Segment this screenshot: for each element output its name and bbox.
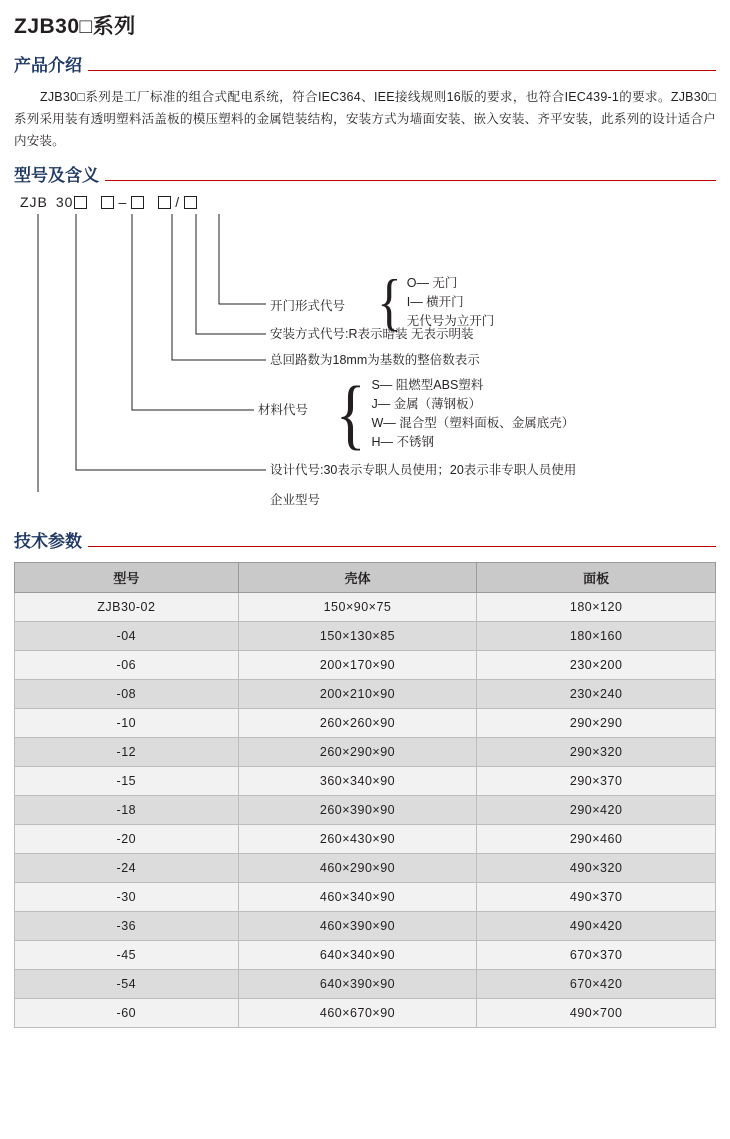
column-header-enclosure: 壳体 bbox=[238, 563, 477, 593]
cell-model: -60 bbox=[15, 999, 239, 1028]
label-material-code: 材料代号 bbox=[258, 403, 309, 417]
code-box-material bbox=[74, 196, 87, 209]
cell-model: -20 bbox=[15, 825, 239, 854]
cell-enclosure: 460×390×90 bbox=[238, 912, 477, 941]
table-row bbox=[15, 970, 716, 999]
code-slash: / bbox=[175, 194, 181, 210]
table-row bbox=[15, 680, 716, 709]
cell-enclosure: 200×210×90 bbox=[238, 680, 477, 709]
label-design-code: 设计代号:30表示专职人员使用；20表示非专职人员使用 bbox=[270, 463, 577, 477]
page-title: ZJB30□系列 bbox=[14, 15, 136, 38]
door-option: O— 无门 bbox=[406, 275, 458, 290]
cell-enclosure: 260×390×90 bbox=[238, 796, 477, 825]
cell-panel: 490×420 bbox=[477, 912, 716, 941]
cell-model: -10 bbox=[15, 709, 239, 738]
cell-enclosure: 640×340×90 bbox=[238, 941, 477, 970]
table-row bbox=[15, 854, 716, 883]
cell-model: -36 bbox=[15, 912, 239, 941]
section-header-intro bbox=[14, 56, 716, 76]
cell-panel: 290×290 bbox=[477, 709, 716, 738]
door-option: I— 横开门 bbox=[406, 294, 464, 309]
cell-panel: 230×200 bbox=[477, 651, 716, 680]
section-title-model: 型号及含义 bbox=[14, 166, 99, 185]
section-title-intro: 产品介绍 bbox=[14, 56, 82, 75]
table-row bbox=[15, 709, 716, 738]
cell-model: -08 bbox=[15, 680, 239, 709]
material-options-group bbox=[332, 370, 575, 457]
code-box-door-b bbox=[184, 196, 197, 209]
brace-icon: { bbox=[377, 266, 402, 337]
column-header-model: 型号 bbox=[15, 563, 239, 593]
material-option: J— 金属（薄钢板） bbox=[371, 397, 482, 411]
cell-enclosure: 460×340×90 bbox=[238, 883, 477, 912]
cell-panel: 670×420 bbox=[477, 970, 716, 999]
table-row bbox=[15, 883, 716, 912]
table-row bbox=[15, 622, 716, 651]
material-option: W— 混合型（塑料面板、金属底壳） bbox=[371, 416, 575, 430]
table-row bbox=[15, 593, 716, 622]
brace-icon: { bbox=[335, 370, 366, 457]
model-code-diagram bbox=[14, 194, 716, 507]
cell-enclosure: 260×430×90 bbox=[238, 825, 477, 854]
material-option: S— 阻燃型ABS塑料 bbox=[371, 378, 484, 392]
cell-panel: 230×240 bbox=[477, 680, 716, 709]
label-enterprise-code: 企业型号 bbox=[270, 493, 321, 507]
cell-panel: 490×320 bbox=[477, 854, 716, 883]
cell-panel: 290×320 bbox=[477, 738, 716, 767]
table-header-row bbox=[15, 563, 716, 593]
cell-model: -45 bbox=[15, 941, 239, 970]
cell-enclosure: 640×390×90 bbox=[238, 970, 477, 999]
table-row bbox=[15, 912, 716, 941]
column-header-panel: 面板 bbox=[477, 563, 716, 593]
cell-panel: 180×160 bbox=[477, 622, 716, 651]
cell-model: -30 bbox=[15, 883, 239, 912]
cell-panel: 290×460 bbox=[477, 825, 716, 854]
label-circuit-count: 总回路数为18mm为基数的整倍数表示 bbox=[270, 353, 480, 367]
section-title-spec: 技术参数 bbox=[14, 532, 82, 551]
code-box-door-a bbox=[158, 196, 171, 209]
label-install-type: 安装方式代号:R表示暗装 无表示明装 bbox=[270, 327, 474, 341]
intro-paragraph bbox=[14, 86, 716, 152]
section-header-spec bbox=[14, 532, 716, 552]
table-row bbox=[15, 796, 716, 825]
cell-model: -24 bbox=[15, 854, 239, 883]
cell-enclosure: 360×340×90 bbox=[238, 767, 477, 796]
table-row bbox=[15, 999, 716, 1028]
cell-model: -06 bbox=[15, 651, 239, 680]
cell-enclosure: 150×90×75 bbox=[238, 593, 477, 622]
door-option: 无代号为立开门 bbox=[406, 313, 495, 328]
cell-enclosure: 460×670×90 bbox=[238, 999, 477, 1028]
cell-model: -12 bbox=[15, 738, 239, 767]
cell-panel: 290×420 bbox=[477, 796, 716, 825]
cell-model: -18 bbox=[15, 796, 239, 825]
spec-table-body bbox=[15, 593, 716, 1028]
code-part-30: 30 bbox=[55, 194, 74, 210]
model-code-row bbox=[20, 194, 198, 210]
cell-enclosure: 200×170×90 bbox=[238, 651, 477, 680]
table-row bbox=[15, 767, 716, 796]
cell-model: -04 bbox=[15, 622, 239, 651]
section-header-model bbox=[14, 166, 716, 186]
section-rule bbox=[88, 546, 716, 547]
section-rule bbox=[88, 70, 716, 71]
cell-enclosure: 260×260×90 bbox=[238, 709, 477, 738]
table-row bbox=[15, 738, 716, 767]
cell-panel: 490×370 bbox=[477, 883, 716, 912]
cell-panel: 290×370 bbox=[477, 767, 716, 796]
door-options-list bbox=[405, 274, 495, 331]
table-row bbox=[15, 825, 716, 854]
cell-panel: 490×700 bbox=[477, 999, 716, 1028]
material-options-list bbox=[369, 376, 574, 452]
code-box-install bbox=[131, 196, 144, 209]
code-part-zjb: ZJB bbox=[20, 194, 48, 210]
section-rule bbox=[105, 180, 716, 181]
code-dash: – bbox=[118, 194, 128, 210]
cell-enclosure: 150×130×85 bbox=[238, 622, 477, 651]
cell-panel: 180×120 bbox=[477, 593, 716, 622]
cell-model: -15 bbox=[15, 767, 239, 796]
spec-table bbox=[14, 562, 716, 1028]
table-row bbox=[15, 941, 716, 970]
intro-text: ZJB30□系列是工厂标准的组合式配电系统，符合IEC364、IEE接线规则16版的要求，也符合IEC439-1的要求。ZJB30□系列采用装有透明塑料活盖板的模压塑料的金属铠装结构，安装方式为墙面安装、嵌入安装、齐平安装，此系列的设计适合户内安装。 bbox=[14, 90, 716, 148]
cell-enclosure: 460×290×90 bbox=[238, 854, 477, 883]
table-row bbox=[15, 651, 716, 680]
cell-panel: 670×370 bbox=[477, 941, 716, 970]
code-box-circuits bbox=[101, 196, 114, 209]
cell-enclosure: 260×290×90 bbox=[238, 738, 477, 767]
cell-model: ZJB30-02 bbox=[15, 593, 239, 622]
label-door-form: 开门形式代号 bbox=[270, 299, 346, 313]
material-option: H— 不锈钢 bbox=[371, 435, 434, 449]
cell-model: -54 bbox=[15, 970, 239, 999]
